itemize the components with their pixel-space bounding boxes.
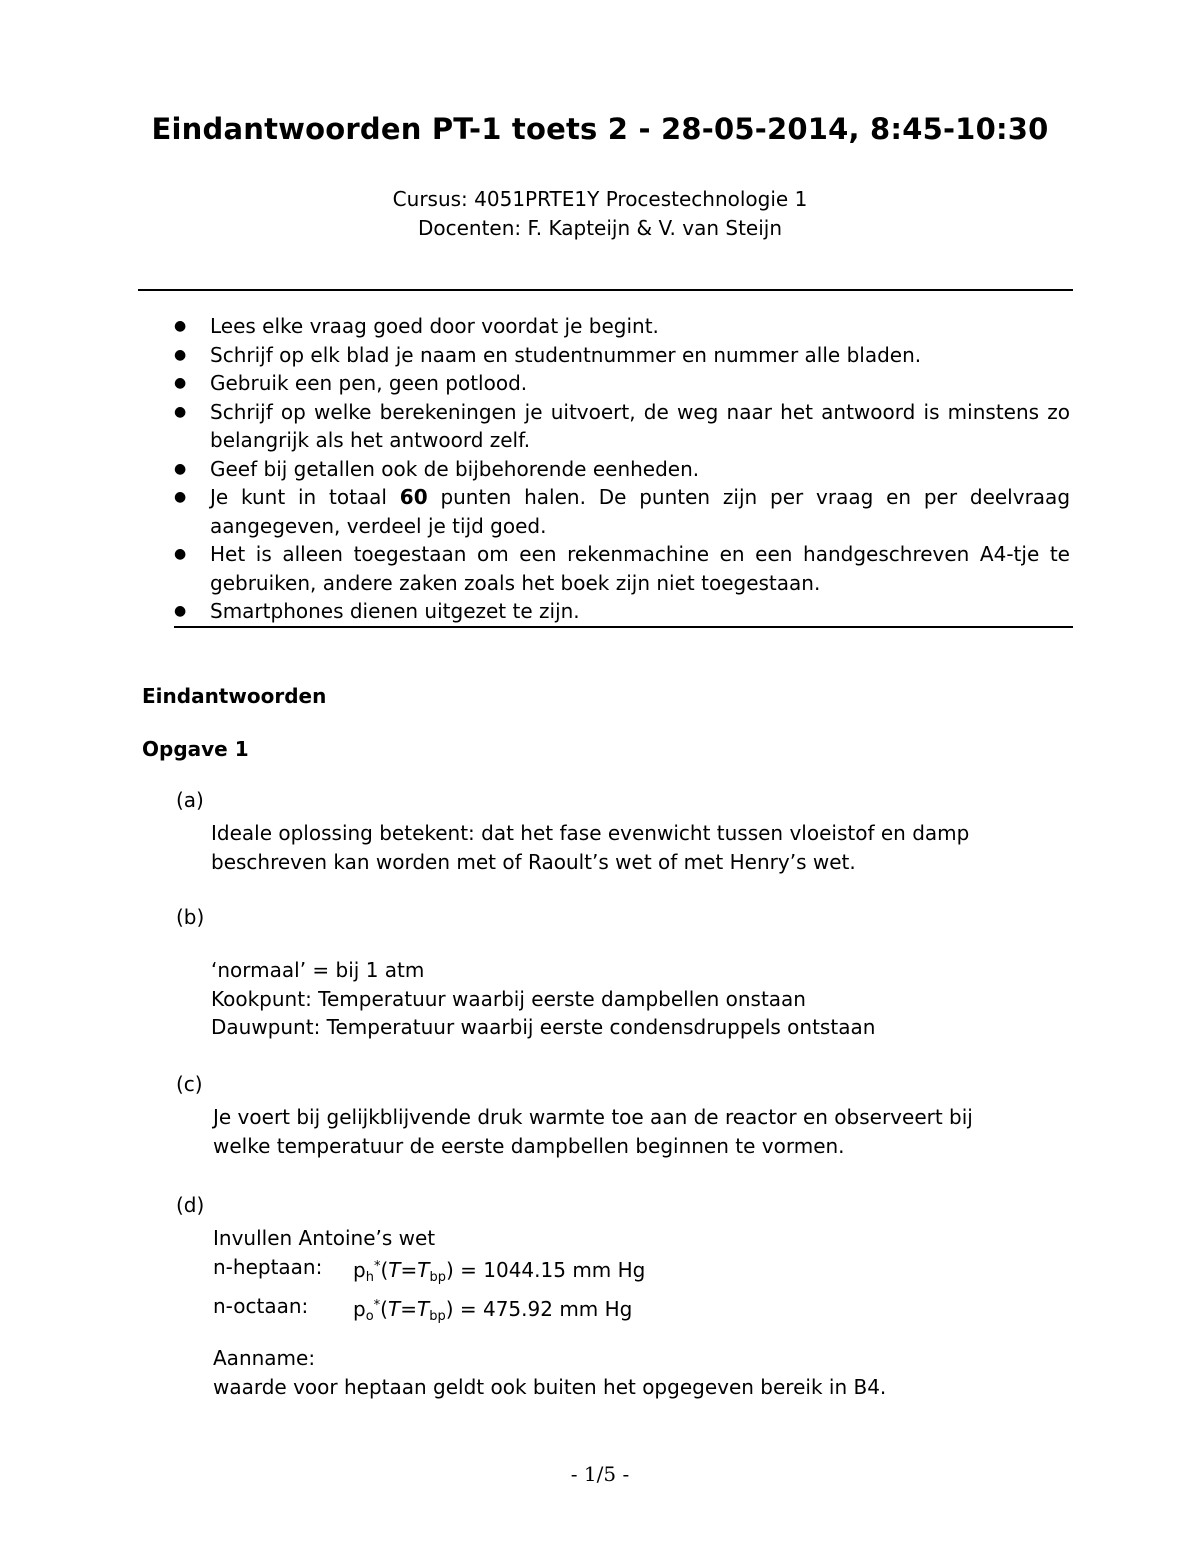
equation-expression: $p_h^*(T=T_{bp}) = 1044.15$ mm Hg (353, 1257, 646, 1285)
answer-line: welke temperatuur de eerste dampbellen beginnen te vormen. (213, 1133, 845, 1158)
answer-line: ‘normaal’ = bij 1 atm (211, 958, 425, 982)
part-b-answer (211, 956, 1091, 1042)
bullet-icon: ● (174, 403, 187, 420)
document-title: Eindantwoorden PT-1 toets 2 - 28-05-2014, 8:45-10:30 (151, 112, 1049, 146)
bullet-icon: ● (174, 375, 187, 391)
instruction-item: ● Schrijf op welke berekeningen je uitvoert, de weg naar het antwoord is minstens zo belangrijk als het antwoord zelf. (174, 399, 1070, 452)
part-a-answer (211, 819, 1091, 876)
page-number: - 1/5 - (570, 1462, 630, 1486)
part-a-label: (a) (176, 788, 204, 812)
bullet-icon: ● (174, 460, 187, 477)
part-b-label: (b) (176, 905, 205, 929)
instruction-item: ● Je kunt in totaal 60 punten halen. De punten zijn per vraag en per deelvraag aangegeven, verdeel je tijd goed. (174, 485, 1071, 538)
answer-line: Dauwpunt: Temperatuur waarbij eerste condensdruppels ontstaan (211, 1015, 876, 1039)
assumption-label: Aanname: (213, 1346, 316, 1370)
instructions-list (174, 312, 1070, 626)
total-points: 60 (399, 485, 428, 509)
answer-line: Je voert bij gelijkblijvende druk warmte toe aan de reactor en observeert bij (213, 1105, 973, 1129)
instruction-item: ● Lees elke vraag goed door voordat je begint. (174, 312, 1070, 341)
course-line: Cursus: 4051PRTE1Y Procestechnologie 1 (392, 187, 808, 211)
bullet-icon: ● (174, 346, 187, 363)
instruction-item: ● Gebruik een pen, geen potlood. (174, 369, 1070, 398)
part-d-answer (213, 1224, 1093, 1332)
bullet-icon: ● (174, 318, 187, 334)
opgave-heading: Opgave 1 (142, 737, 249, 761)
bullet-icon: ● (174, 603, 187, 619)
equation-octane (213, 1292, 1093, 1332)
compound-label: n-octaan: (213, 1294, 309, 1318)
instruction-item: ● Het is alleen toegestaan om een rekenmachine en een handgeschreven A4-tje te gebruiken, andere zaken zoals het boek zijn niet toegestaan. (174, 542, 1070, 595)
divider-top (138, 289, 1073, 291)
answer-line: Ideale oplossing betekent: dat het fase evenwicht tussen vloeistof en damp (211, 821, 970, 845)
compound-label: n-heptaan: (213, 1254, 323, 1279)
answer-line: beschreven kan worden met of Raoult’s wet of met Henry’s wet. (211, 849, 856, 874)
part-c-label: (c) (176, 1072, 203, 1096)
section-heading: Eindantwoorden (142, 684, 327, 708)
assumption-text: waarde voor heptaan geldt ook buiten het opgegeven bereik in B4. (213, 1374, 887, 1399)
instruction-item: ● Smartphones dienen uitgezet te zijn. (174, 597, 1070, 626)
answer-line: Kookpunt: Temperatuur waarbij eerste dampbellen onstaan (211, 986, 806, 1011)
teachers-line: Docenten: F. Kapteijn & V. van Steijn (417, 216, 783, 240)
assumption-block (213, 1344, 886, 1401)
part-c-answer (213, 1103, 1093, 1160)
divider-bottom (174, 626, 1073, 628)
equation-heptane (213, 1253, 1093, 1293)
bullet-icon: ● (174, 546, 187, 562)
bullet-icon: ● (174, 489, 187, 505)
part-d-label: (d) (176, 1193, 205, 1217)
equation-expression: $p_o^*(T=T_{bp}) = 475.92$ mm Hg (353, 1297, 633, 1324)
instruction-item: ● Schrijf op elk blad je naam en studentnummer en nummer alle bladen. (174, 341, 1070, 370)
antoine-intro: Invullen Antoine’s wet (213, 1226, 436, 1250)
instruction-item: ● Geef bij getallen ook de bijbehorende eenheden. (174, 455, 1070, 484)
